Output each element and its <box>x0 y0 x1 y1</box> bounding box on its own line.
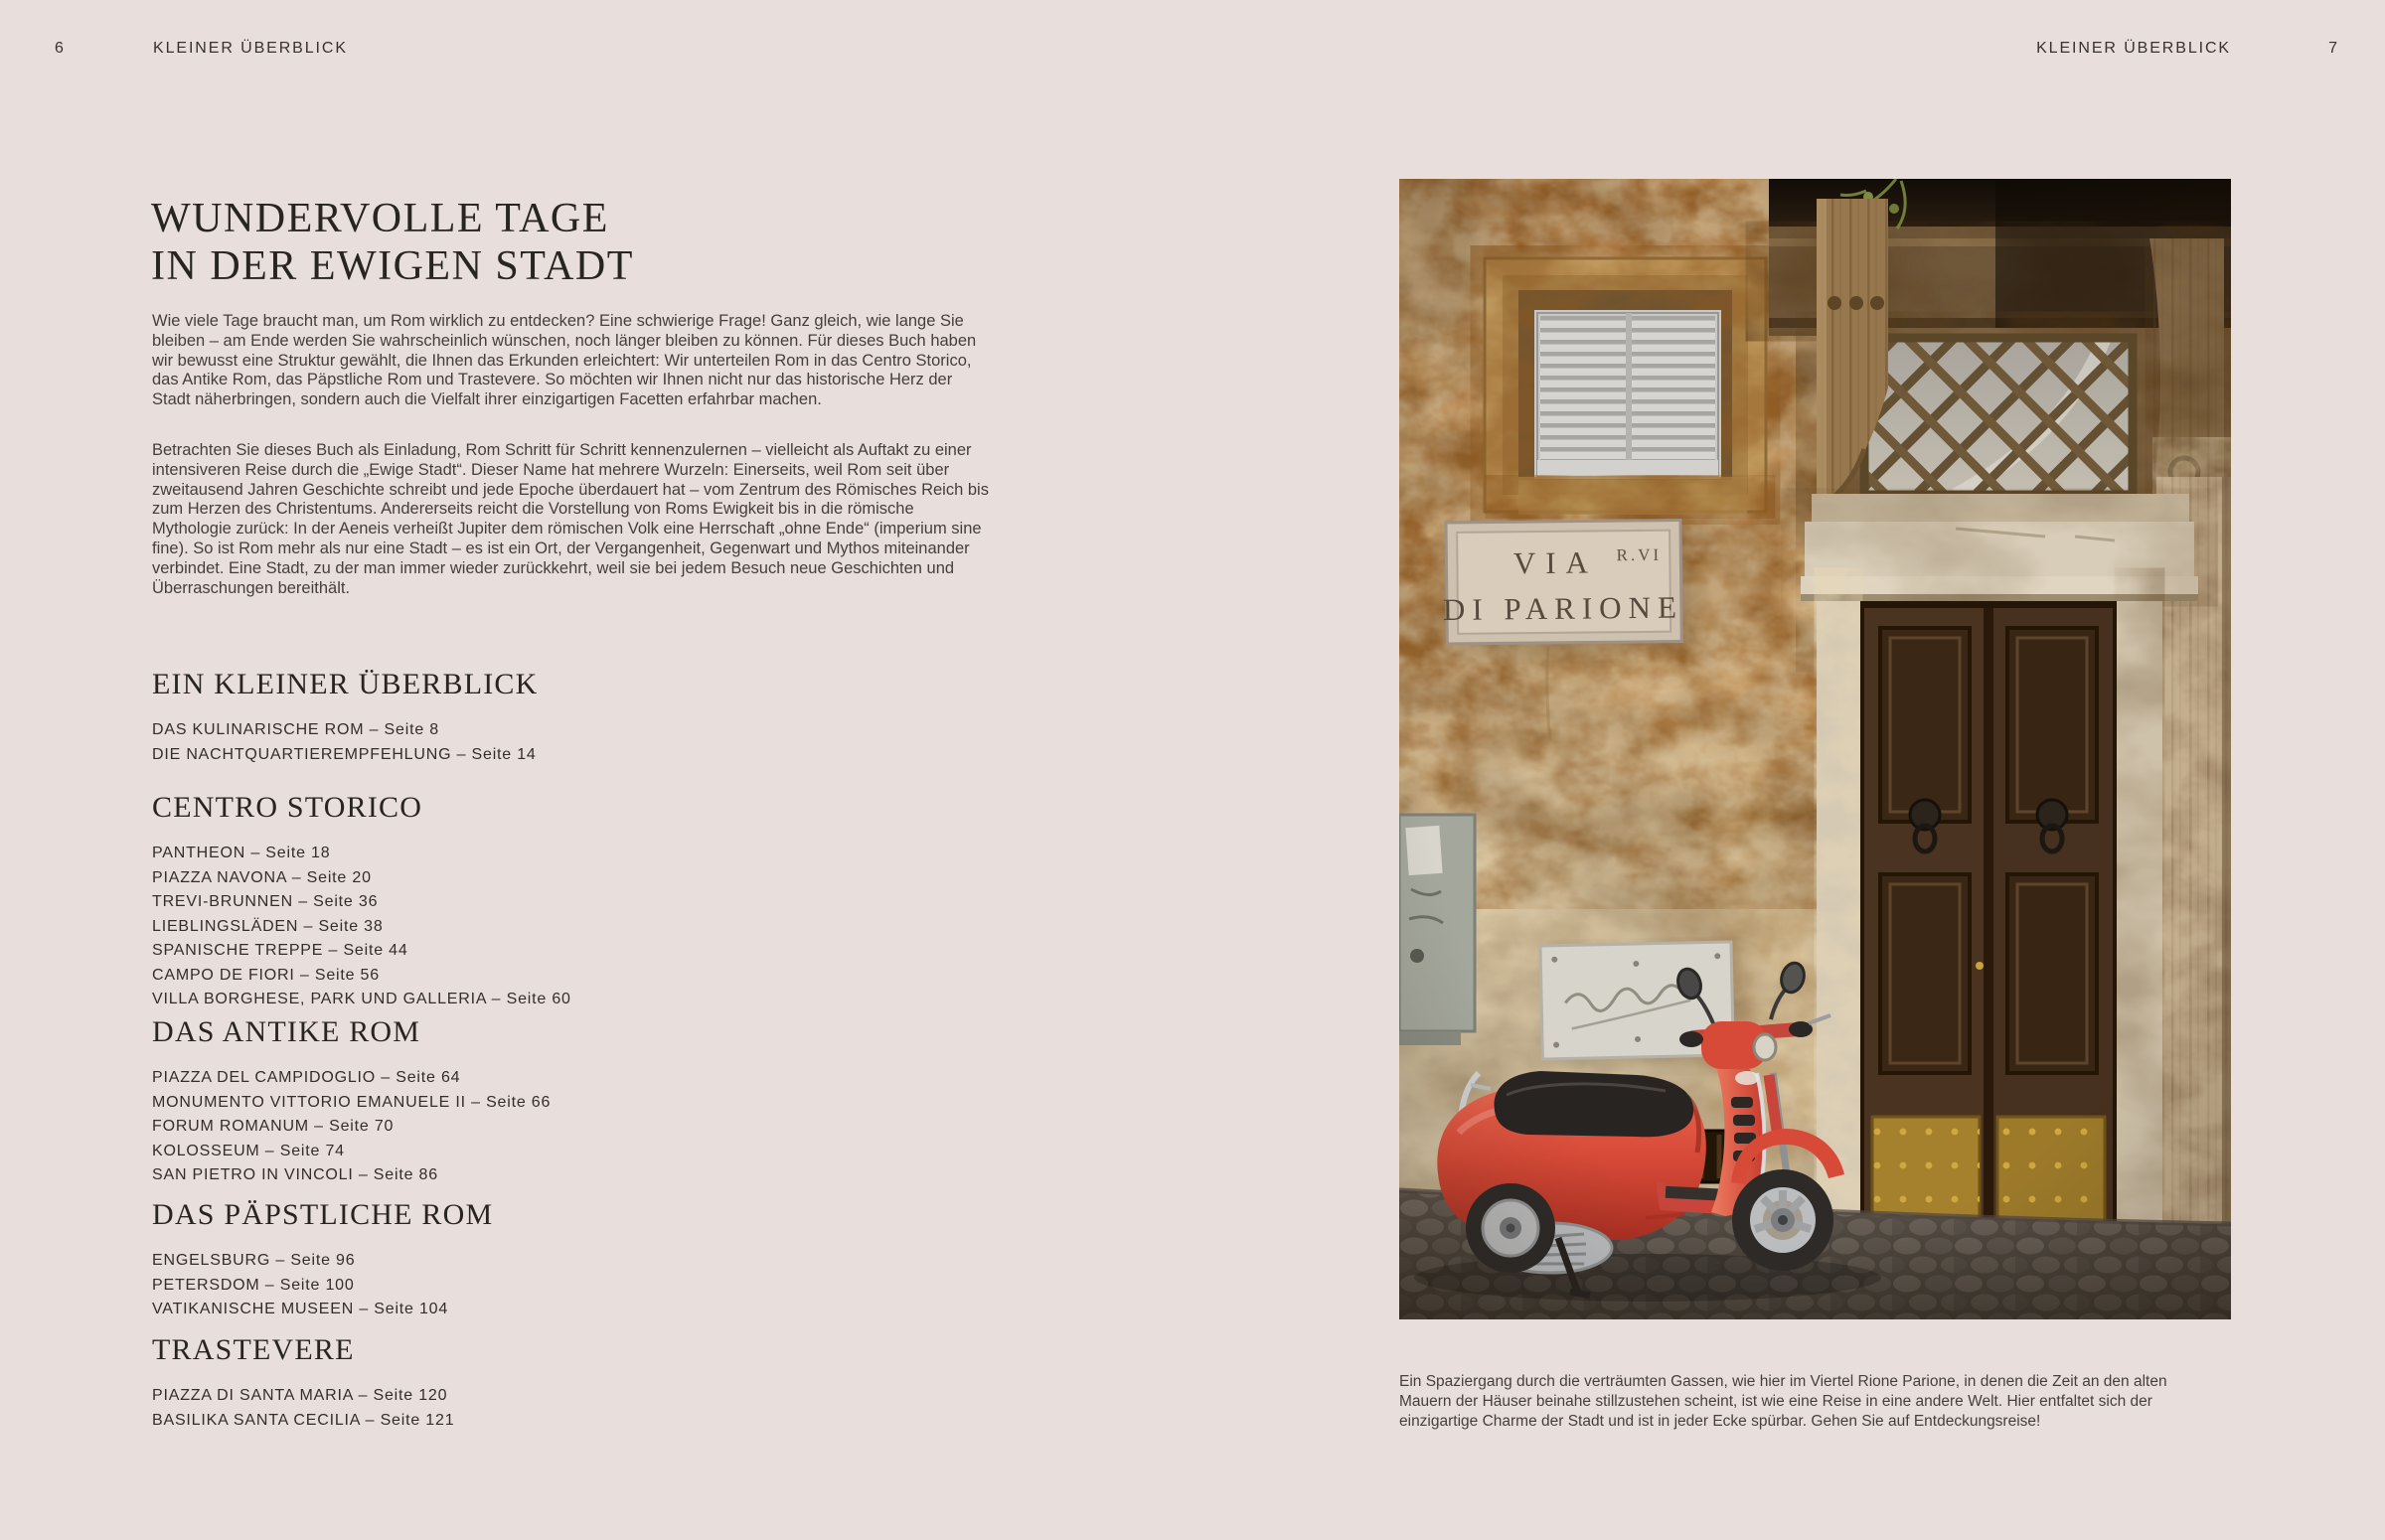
running-head-right: KLEINER ÜBERBLICK <box>2036 40 2231 57</box>
toc-item: PETERSDOM – Seite 100 <box>152 1276 355 1294</box>
toc-item: KOLOSSEUM – Seite 74 <box>152 1142 345 1159</box>
running-head-left: KLEINER ÜBERBLICK <box>153 40 348 57</box>
toc-item: SAN PIETRO IN VINCOLI – Seite 86 <box>152 1166 438 1183</box>
photo-vignette <box>1399 179 2231 1319</box>
page-number-right: 7 <box>2328 40 2337 57</box>
toc-item: VATIKANISCHE MUSEEN – Seite 104 <box>152 1301 449 1317</box>
toc-item: PIAZZA NAVONA – Seite 20 <box>152 868 372 886</box>
toc-item: PIAZZA DEL CAMPIDOGLIO – Seite 64 <box>152 1069 461 1086</box>
toc-item: LIEBLINGSLÄDEN – Seite 38 <box>152 917 384 935</box>
toc-section-trastevere <box>152 1333 454 1433</box>
toc-item: SPANISCHE TREPPE – Seite 44 <box>152 942 408 959</box>
toc-list <box>152 1384 454 1433</box>
intro-paragraph-2: Betrachten Sie dieses Buch als Einladung, Rom Schritt für Schritt kennenzulernen – vielleicht als Auftakt zu einer intensiveren Reise durch die „Ewige Stadt“. Dieser Name hat mehrere Wurzeln: Einerseits, weil Rom seit über zweitausend Jahren Geschichte schreibt und jede Epoche überdauert hat – vom Zentrum des Römisches Reich bis zum Herzen des Christentums. Andererseits reicht die Vorstellung von Roms Ewigkeit bis in die römische Mythologie zurück: In der Aeneis verheißt Jupiter dem römischen Volk eine Herrschaft „ohne Ende“ (imperium sine fine). So ist Rom mehr als nur eine Stadt – es ist ein Ort, der Vergangenheit, Gegenwart und Mythos miteinander verbindet. Eine Stadt, zu der man immer wieder zurückkehrt, weil sie bei jedem Besuch neue Geschichten und Überraschungen bereithält. <box>152 441 989 597</box>
toc-item: TREVI-BRUNNEN – Seite 36 <box>152 893 379 910</box>
street-photo <box>1399 179 2231 1319</box>
toc-item: PIAZZA DI SANTA MARIA – Seite 120 <box>152 1387 448 1404</box>
toc-list <box>152 1066 551 1188</box>
section-heading: TRASTEVERE <box>152 1333 355 1366</box>
section-heading: CENTRO STORICO <box>152 791 423 824</box>
intro-paragraph-1: Wie viele Tage braucht man, um Rom wirklich zu entdecken? Eine schwierige Frage! Ganz gleich, wie lange Sie bleiben – am Ende werden Sie wahrscheinlich wünschen, noch länger bleiben zu können. Für dieses Buch haben wir bewusst eine Struktur gewählt, die Ihnen das Erkunden erleichtert: Wir unterteilen Rom in das Centro Storico, das Antike Rom, das Päpstliche Rom und Trastevere. So möchten wir Ihnen nicht nur das historische Herz der Stadt näherbringen, sondern auch die Vielfalt ihrer einzigartigen Facetten erfahrbar machen. <box>152 312 977 409</box>
toc-section-paepstliche-rom <box>152 1198 493 1322</box>
toc-list <box>152 718 539 767</box>
section-heading: EIN KLEINER ÜBERBLICK <box>152 668 539 700</box>
toc-item: PANTHEON – Seite 18 <box>152 845 331 861</box>
page-title-line2: IN DER EWIGEN STADT <box>151 243 634 289</box>
toc-item: VILLA BORGHESE, PARK UND GALLERIA – Seite 60 <box>152 991 571 1007</box>
toc-item: DAS KULINARISCHE ROM – Seite 8 <box>152 721 439 738</box>
toc-section-ueberblick <box>152 668 539 767</box>
page-title <box>151 195 634 290</box>
toc-section-centro-storico <box>152 791 571 1012</box>
photo-caption: Ein Spaziergang durch die verträumten Gassen, wie hier im Viertel Rione Parione, in denen die Zeit an den alten Mauern der Häuser beinahe stillzustehen scheint, ist wie eine Reise in eine andere Welt. Hier entfaltet sich der einzigartige Charme der Stadt und ist in jeder Ecke spürbar. Gehen Sie auf Entdeckungsreise! <box>1399 1373 2167 1430</box>
toc-item: DIE NACHTQUARTIEREMPFEHLUNG – Seite 14 <box>152 745 537 763</box>
toc-item: ENGELSBURG – Seite 96 <box>152 1252 356 1269</box>
toc-item: BASILIKA SANTA CECILIA – Seite 121 <box>152 1411 455 1429</box>
toc-list <box>152 842 571 1012</box>
toc-item: MONUMENTO VITTORIO EMANUELE II – Seite 66 <box>152 1093 552 1111</box>
toc-item: FORUM ROMANUM – Seite 70 <box>152 1118 395 1135</box>
page-number-left: 6 <box>55 40 64 57</box>
section-heading: DAS ANTIKE ROM <box>152 1015 421 1048</box>
street-photo-illustration <box>1399 179 2231 1319</box>
toc-section-antike-rom <box>152 1015 551 1188</box>
toc-list <box>152 1249 493 1322</box>
toc-item: CAMPO DE FIORI – Seite 56 <box>152 966 380 984</box>
page-title-line1: WUNDERVOLLE TAGE <box>151 196 609 241</box>
section-heading: DAS PÄPSTLICHE ROM <box>152 1198 494 1231</box>
